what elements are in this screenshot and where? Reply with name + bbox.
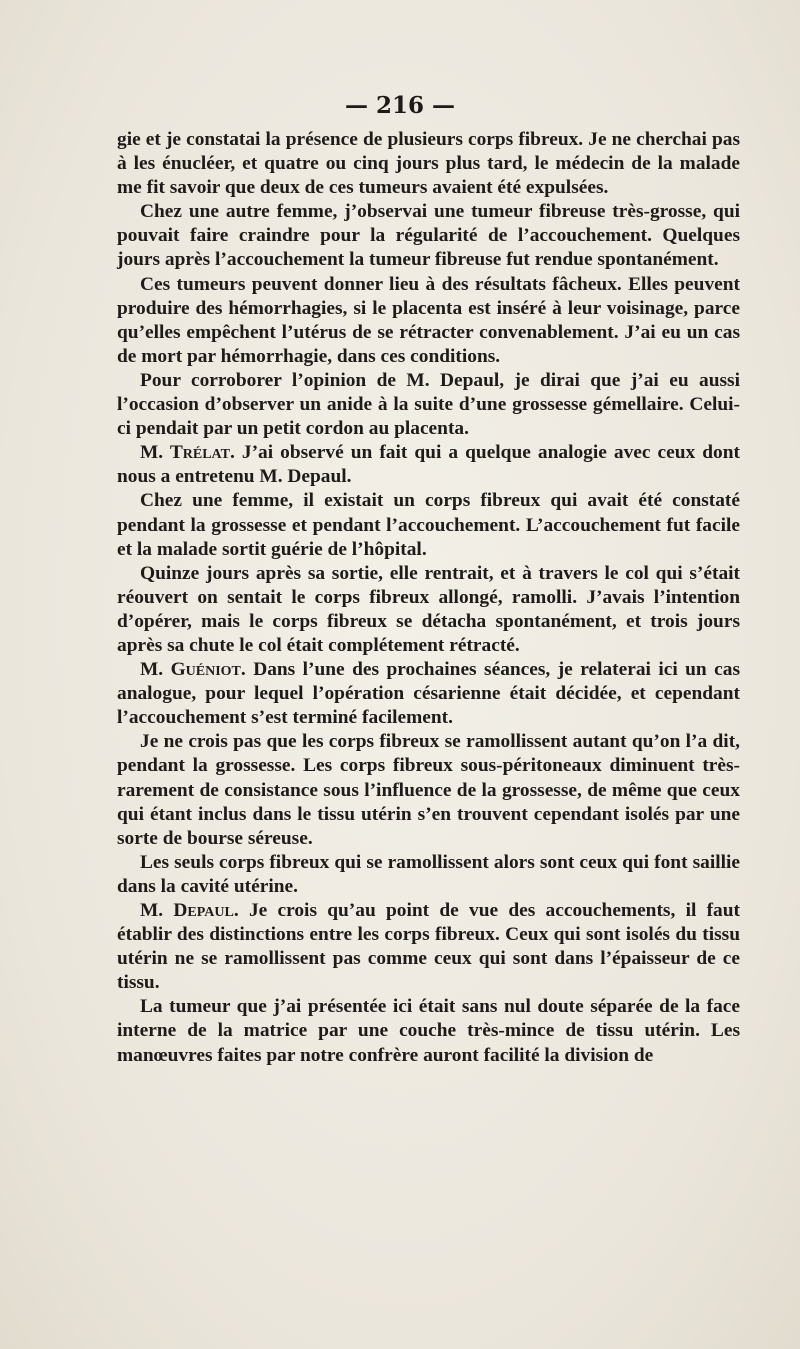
paragraph: Je ne crois pas que les corps fibreux se ramollissent autant qu’on l’a dit, pendant la grossesse. Les corps fibreux sous-péritoneaux diminuent très-rarement de consistance sous l’influence de la grossesse, de même que ceux qui étant inclus dans le tissu utérin s’en trouvent cependant isolés par une sorte de bourse séreuse. [117, 731, 740, 849]
paragraph: Chez une femme, il existait un corps fibreux qui avait été constaté pendant la grossesse et pendant l’accouchement. L’accouchement fut facile et la malade sortit guérie de l’hôpital. [117, 490, 740, 560]
paragraph: gie et je constatai la présence de plusieurs corps fibreux. Je ne cherchai pas à les énucléer, et quatre ou cinq jours plus tard, le médecin de la malade me fit savoir que deux de ces tumeurs avaient été expulsées. [117, 129, 740, 199]
paragraph [117, 658, 740, 730]
speaker-name: M. Depaul. [140, 900, 239, 921]
paragraph: Ces tumeurs peuvent donner lieu à des résultats fâcheux. Elles peuvent produire des hémorrhagies, si le placenta est inséré à leur voisinage, parce qu’elles empêchent l’utérus de se rétracter convenablement. J’ai eu un cas de mort par hémorrhagie, dans ces conditions. [117, 273, 740, 367]
paragraph [117, 899, 740, 995]
body-text [117, 128, 740, 1068]
paragraph: Pour corroborer l’opinion de M. Depaul, je dirai que j’ai eu aussi l’occasion d’observer un anide à la suite d’une grossesse gémellaire. Celui-ci pendait par un petit cordon au placenta. [117, 369, 740, 440]
paragraph: La tumeur que j’ai présentée ici était sans nul doute séparée de la face interne de la matrice par une couche très-mince de tissu utérin. Les manœuvres faites par notre confrère auront facilité la division de [117, 996, 740, 1066]
speaker-name: M. Guéniot. [140, 659, 246, 681]
paragraph-text: J’ai observé un fait qui a quelque analogie avec ceux dont nous a entretenu M. Depaul. [117, 442, 740, 488]
paragraph: Les seuls corps fibreux qui se ramollissent alors sont ceux qui font saillie dans la cavité utérine. [117, 851, 740, 897]
paragraph-text: Dans l’une des prochaines séances, je relaterai ici un cas analogue, pour lequel l’opération césarienne était décidée, et cependant l’accouchement s’est terminé facilement. [117, 659, 740, 729]
paragraph-text: Je crois qu’au point de vue des accouchements, il faut établir des distinctions entre les corps fibreux. Ceux qui sont isolés du tissu utérin ne se ramollissent pas comme ceux qui sont dans l’épaisseur de ce tissu. [117, 900, 740, 994]
page-number: — 216 — [344, 92, 456, 119]
paragraph [117, 441, 740, 489]
speaker-name: M. Trélat. [140, 442, 235, 464]
paragraph: Chez une autre femme, j’observai une tumeur fibreuse très-grosse, qui pouvait faire craindre pour la régularité de l’accouchement. Quelques jours après l’accouchement la tumeur fibreuse fut rendue spontanément. [117, 201, 740, 271]
paragraph: Quinze jours après sa sortie, elle rentrait, et à travers le col qui s’était réouvert on sentait le corps fibreux allongé, ramolli. J’avais l’intention d’opérer, mais le corps fibreux se détacha spontanément, et trois jours après sa chute le col était complétement rétracté. [117, 562, 740, 656]
